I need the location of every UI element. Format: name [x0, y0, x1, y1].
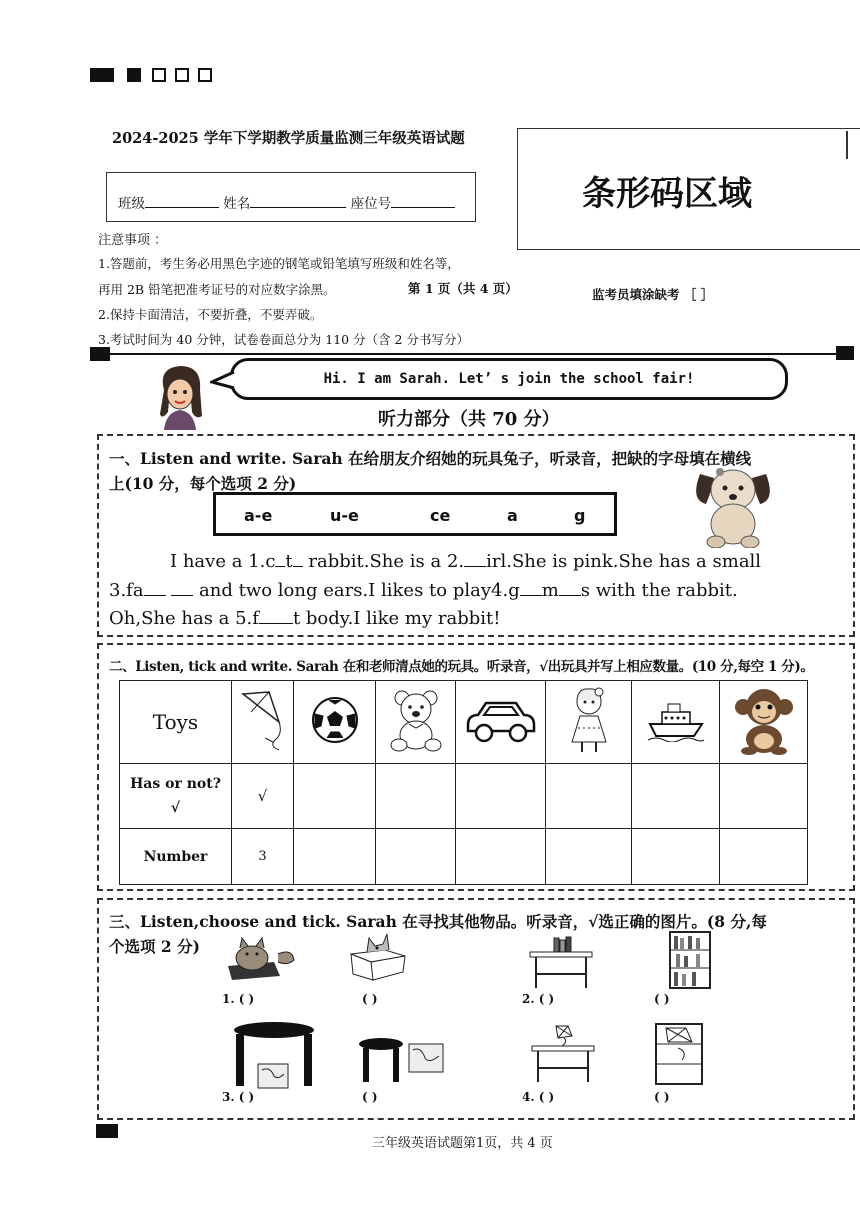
blank-4b[interactable]	[559, 582, 581, 596]
option-item: g	[574, 506, 586, 525]
has-tick-example: √	[170, 800, 181, 816]
option-item: a	[507, 506, 518, 525]
rabbit-toy-icon	[690, 460, 776, 548]
map-under-table-icon	[228, 1020, 320, 1090]
q2-option-b[interactable]: ( )	[654, 992, 670, 1006]
table-row	[120, 681, 808, 764]
q1-option-a[interactable]: 1. ( )	[222, 992, 255, 1006]
toy-cell	[456, 681, 546, 764]
bookshelf-icon	[666, 930, 714, 990]
name-label: 姓名	[223, 196, 251, 212]
has-cell[interactable]	[294, 764, 376, 829]
monkey-icon	[731, 685, 797, 755]
barcode-label: 条形码区域	[582, 174, 752, 214]
cat-in-box-icon	[345, 932, 411, 982]
option-item: a-e	[244, 506, 273, 525]
notes-heading: 注意事项 ：	[98, 233, 168, 248]
blank-3a[interactable]	[144, 582, 166, 596]
notes-line3: 2.保持卡面清洁，不要折叠，不要弄破。	[98, 307, 323, 322]
marker-square	[175, 68, 189, 82]
student-info-row	[118, 192, 455, 212]
toy-cell	[294, 681, 376, 764]
q2-option-a[interactable]: 2. ( )	[522, 992, 555, 1006]
seat-label: 座位号	[350, 196, 392, 212]
doll-icon	[564, 686, 614, 754]
has-cell[interactable]	[456, 764, 546, 829]
notes-line4: 3.考试时间为 40 分钟，试卷卷面总分为 110 分（含 2 分书写分）	[98, 332, 469, 347]
has-cell[interactable]	[376, 764, 456, 829]
notes-line1: 1.答题前，考生务必用黑色字迹的钢笔或铅笔填写班级和姓名等，	[98, 256, 460, 271]
section1-paragraph-line3: Oh,She has a 5.f t body.I like my rabbit!	[109, 608, 501, 629]
section3-title-2: 个选项 2 分)	[109, 937, 200, 956]
section2-title: 二、Listen, tick and write. Sarah 在和老师清点她的玩具。听录音，√出玩具并写上相应数量。(10 分,每空 1 分)。	[109, 659, 814, 675]
section3-title-1: 三、Listen,choose and tick. Sarah 在寻找其他物品。听录音，√选正确的图片。(8 分,每	[109, 912, 767, 931]
toy-cell	[632, 681, 720, 764]
listening-header: 听力部分（共 70 分）	[378, 409, 560, 430]
car-icon	[464, 695, 538, 745]
number-cell[interactable]	[294, 829, 376, 885]
q3-option-b[interactable]: ( )	[362, 1090, 378, 1104]
option-item: ce	[430, 506, 451, 525]
class-label: 班级	[118, 196, 145, 212]
number-cell[interactable]	[456, 829, 546, 885]
section1-title-1: 一、Listen and write. Sarah 在给朋友介绍她的玩具兔子，听录音，把缺的字母填在横线	[109, 449, 752, 468]
sarah-avatar-icon	[150, 360, 214, 430]
blank-4a[interactable]	[520, 582, 542, 596]
toys-table	[119, 680, 808, 885]
books-on-desk-icon	[526, 934, 596, 990]
kite-icon	[235, 688, 291, 752]
table-row	[120, 829, 808, 885]
exam-title: 2024-2025 学年下学期教学质量监测三年级英语试题	[112, 130, 465, 147]
barcode-corner	[846, 131, 848, 159]
cat-on-book-icon	[222, 932, 298, 982]
blank-1b[interactable]	[293, 553, 303, 567]
teddy-bear-icon	[383, 687, 449, 753]
notes-line2: 再用 2B 铅笔把准考证号的对应数字涂黑。	[98, 282, 336, 297]
footer-marker	[96, 1124, 118, 1138]
toy-cell	[720, 681, 808, 764]
kite-in-cabinet-icon	[652, 1022, 706, 1086]
has-cell[interactable]	[632, 764, 720, 829]
q4-option-b[interactable]: ( )	[654, 1090, 670, 1104]
map-beside-table-icon	[355, 1036, 447, 1084]
toys-label: Toys	[120, 681, 232, 764]
marker-block	[90, 68, 114, 82]
number-cell[interactable]	[632, 829, 720, 885]
divider-right-block	[836, 346, 854, 360]
boat-icon	[646, 698, 706, 742]
page-indicator: 第 1 页（共 4 页）	[408, 281, 518, 296]
number-cell[interactable]	[376, 829, 456, 885]
blank-2[interactable]	[464, 553, 486, 567]
has-cell[interactable]	[546, 764, 632, 829]
blank-5[interactable]	[259, 610, 293, 624]
marker-square	[198, 68, 212, 82]
has-cell[interactable]	[720, 764, 808, 829]
table-row	[120, 764, 808, 829]
section1-paragraph-line2: 3.fa and two long ears.I likes to play4.g m s with the rabbit.	[109, 580, 738, 601]
blank-3b[interactable]	[171, 582, 193, 596]
number-cell[interactable]	[546, 829, 632, 885]
kite-on-desk-icon	[528, 1024, 598, 1084]
number-label: Number	[120, 829, 232, 885]
section1-paragraph-line1: I have a 1.c t rabbit.She is a 2. irl.She is pink.She has a small	[170, 551, 762, 572]
marker-block	[127, 68, 141, 82]
has-cell[interactable]: √	[232, 764, 294, 829]
football-icon	[309, 694, 361, 746]
page-footer: 三年级英语试题第1页，共 4 页	[372, 1136, 553, 1151]
number-cell[interactable]: 3	[232, 829, 294, 885]
toy-cell	[376, 681, 456, 764]
speech-bubble-text: Hi. I am Sarah. Let’ s join the school fair!	[323, 371, 695, 387]
class-field[interactable]	[145, 194, 219, 208]
marker-square	[152, 68, 166, 82]
name-field[interactable]	[250, 194, 346, 208]
toy-cell	[546, 681, 632, 764]
section1-title-2: 上(10 分，每个选项 2 分)	[109, 474, 297, 493]
seat-field[interactable]	[391, 194, 455, 208]
divider-line	[108, 353, 844, 355]
number-cell[interactable]	[720, 829, 808, 885]
q3-option-a[interactable]: 3. ( )	[222, 1090, 255, 1104]
has-label-cell	[120, 764, 232, 829]
q4-option-a[interactable]: 4. ( )	[522, 1090, 555, 1104]
toy-cell	[232, 681, 294, 764]
has-label: Has or not?	[130, 776, 221, 792]
option-item: u-e	[330, 506, 359, 525]
blank-1a[interactable]	[275, 553, 285, 567]
q1-option-b[interactable]: ( )	[362, 992, 378, 1006]
absent-mark: 监考员填涂缺考 ［ ］	[592, 287, 714, 302]
divider-left-block	[90, 347, 110, 361]
options-box	[213, 492, 617, 536]
